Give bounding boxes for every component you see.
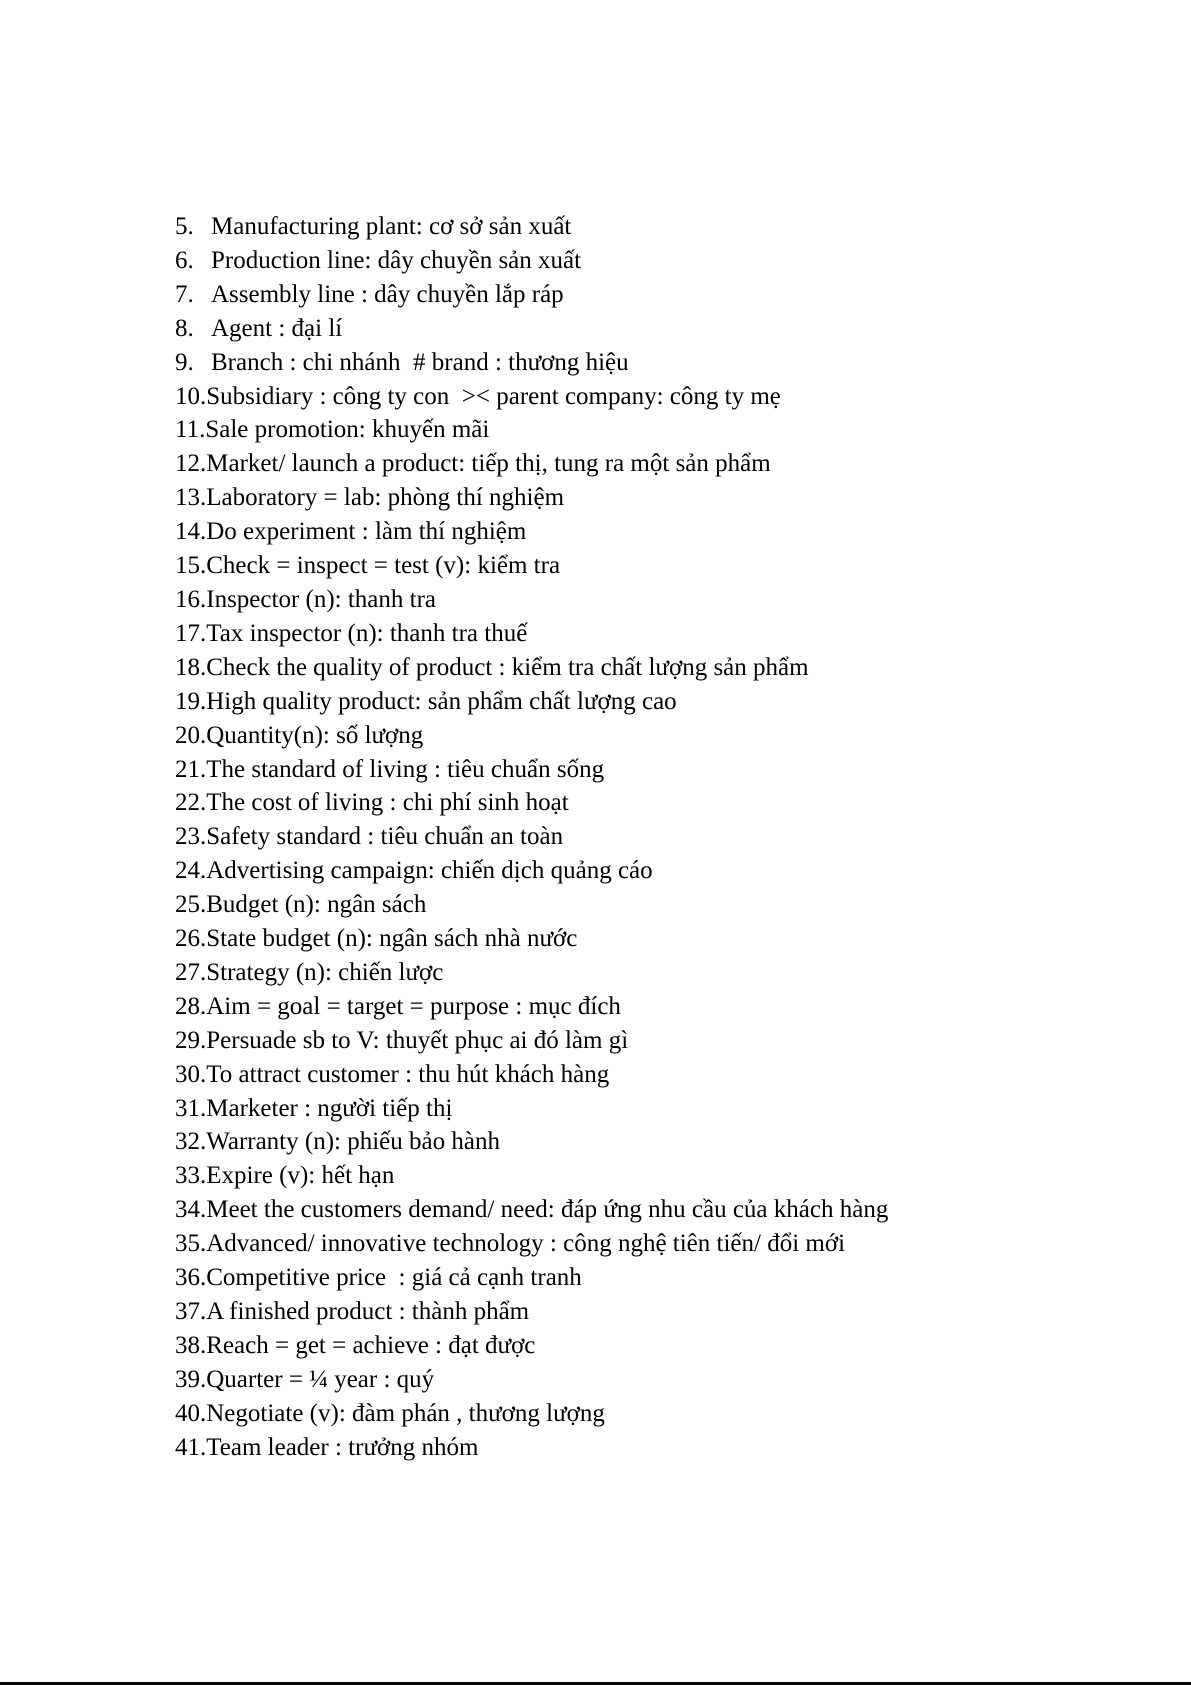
item-text: Advertising campaign: chiến dịch quảng cáo — [206, 857, 653, 885]
item-text: Quantity(n): số lượng — [206, 721, 424, 749]
item-number: 14. — [175, 518, 207, 546]
item-number: 30. — [175, 1060, 207, 1088]
item-text: Team leader : trưởng nhóm — [206, 1433, 479, 1461]
vocab-item — [175, 244, 888, 278]
item-number: 9. — [175, 348, 194, 376]
item-text: Budget (n): ngân sách — [206, 891, 427, 919]
item-text: Expire (v): hết hạn — [206, 1162, 395, 1190]
item-text: State budget (n): ngân sách nhà nước — [206, 925, 578, 953]
item-text: Agent : đại lí — [211, 314, 343, 342]
item-number: 35. — [175, 1230, 207, 1258]
item-number: 22. — [175, 789, 207, 817]
item-text: Production line: dây chuyền sản xuất — [211, 246, 582, 274]
item-number: 28. — [175, 992, 207, 1020]
item-text: Persuade sb to V: thuyết phục ai đó làm gì — [206, 1026, 629, 1054]
item-text: Subsidiary : công ty con >< parent company: công ty mẹ — [206, 382, 781, 410]
vocab-item — [175, 1397, 888, 1431]
vocab-item — [175, 854, 888, 888]
vocab-item — [175, 1024, 888, 1058]
vocab-item — [175, 447, 888, 481]
vocab-item — [175, 278, 888, 312]
item-number: 31. — [175, 1094, 207, 1122]
item-text: Competitive price : giá cả cạnh tranh — [206, 1264, 582, 1292]
item-text: A finished product : thành phẩm — [206, 1298, 530, 1325]
vocab-item — [175, 820, 888, 854]
item-number: 15. — [175, 552, 207, 580]
vocab-item — [175, 719, 888, 753]
vocab-item — [175, 1193, 888, 1227]
item-text: The cost of living : chi phí sinh hoạt — [206, 789, 569, 817]
item-number: 38. — [175, 1331, 207, 1359]
item-text: The standard of living : tiêu chuẩn sống — [206, 755, 605, 783]
vocab-item — [175, 1125, 888, 1159]
item-number: 18. — [175, 653, 207, 681]
item-text: Market/ launch a product: tiếp thị, tung ra một sản phẩm — [206, 450, 771, 478]
item-number: 5. — [175, 213, 194, 240]
vocab-item — [175, 1092, 888, 1126]
item-number: 41. — [175, 1433, 207, 1461]
vocab-item — [175, 956, 888, 990]
item-number: 36. — [175, 1264, 207, 1292]
item-number: 11. — [175, 416, 206, 444]
item-text: Check = inspect = test (v): kiểm tra — [206, 552, 561, 580]
vocab-item — [175, 583, 888, 617]
item-number: 37. — [175, 1298, 207, 1325]
vocab-item — [175, 990, 888, 1024]
item-number: 25. — [175, 891, 207, 919]
item-number: 40. — [175, 1399, 207, 1427]
vocab-item — [175, 481, 888, 515]
vocab-item — [175, 1431, 888, 1465]
item-number: 19. — [175, 687, 207, 715]
vocab-item — [175, 617, 888, 651]
vocab-item — [175, 380, 888, 414]
item-number: 33. — [175, 1162, 207, 1190]
vocab-item — [175, 888, 888, 922]
item-number: 34. — [175, 1196, 207, 1224]
vocab-item — [175, 1227, 888, 1261]
vocab-item — [175, 786, 888, 820]
item-text: Laboratory = lab: phòng thí nghiệm — [206, 484, 565, 512]
item-text: Marketer : người tiếp thị — [206, 1094, 453, 1122]
item-number: 16. — [175, 585, 207, 613]
vocab-item — [175, 346, 888, 380]
item-text: Assembly line : dây chuyền lắp ráp — [211, 280, 564, 308]
item-number: 12. — [175, 450, 207, 478]
vocab-item — [175, 753, 888, 787]
vocab-item — [175, 549, 888, 583]
item-text: Aim = goal = target = purpose : mục đích — [206, 992, 621, 1020]
vocab-item — [175, 1295, 888, 1329]
item-text: Branch : chi nhánh # brand : thương hiệu — [211, 348, 629, 376]
vocab-item — [175, 1363, 888, 1397]
item-number: 39. — [175, 1365, 207, 1393]
item-number: 32. — [175, 1128, 207, 1156]
item-number: 13. — [175, 484, 207, 512]
item-number: 7. — [175, 280, 194, 308]
item-number: 6. — [175, 246, 194, 274]
vocab-item — [175, 651, 888, 685]
item-text: High quality product: sản phẩm chất lượng cao — [206, 687, 677, 715]
item-text: Do experiment : làm thí nghiệm — [206, 518, 527, 546]
vocab-item — [175, 312, 888, 346]
item-text: Check the quality of product : kiểm tra chất lượng sản phẩm — [206, 653, 809, 681]
vocab-item — [175, 210, 888, 244]
item-number: 20. — [175, 721, 207, 749]
item-text: Negotiate (v): đàm phán , thương lượng — [206, 1399, 605, 1427]
item-text: Tax inspector (n): thanh tra thuế — [206, 619, 528, 647]
item-text: Reach = get = achieve : đạt được — [206, 1331, 536, 1359]
item-number: 29. — [175, 1026, 207, 1054]
item-number: 8. — [175, 314, 194, 342]
vocab-item — [175, 515, 888, 549]
vocab-item — [175, 1261, 888, 1295]
vocab-item — [175, 1329, 888, 1363]
item-text: Strategy (n): chiến lược — [206, 958, 444, 986]
item-text: Safety standard : tiêu chuẩn an toàn — [206, 823, 564, 851]
item-number: 24. — [175, 857, 207, 885]
item-text: Warranty (n): phiếu bảo hành — [206, 1128, 500, 1156]
item-number: 27. — [175, 958, 207, 986]
item-number: 26. — [175, 925, 207, 953]
item-number: 23. — [175, 823, 207, 851]
vocab-item — [175, 1058, 888, 1092]
item-number: 21. — [175, 755, 207, 783]
item-text: Advanced/ innovative technology : công nghệ tiên tiến/ đổi mới — [206, 1230, 846, 1258]
vocab-item — [175, 1159, 888, 1193]
vocabulary-list — [175, 210, 888, 1465]
item-text: Sale promotion: khuyến mãi — [205, 416, 490, 444]
item-number: 10. — [175, 382, 207, 410]
vocab-item — [175, 922, 888, 956]
item-text: To attract customer : thu hút khách hàng — [206, 1060, 610, 1088]
item-number: 17. — [175, 619, 207, 647]
vocab-item — [175, 685, 888, 719]
item-text: Meet the customers demand/ need: đáp ứng nhu cầu của khách hàng — [206, 1196, 889, 1224]
item-text: Manufacturing plant: cơ sở sản xuất — [211, 213, 572, 240]
vocab-item — [175, 413, 888, 447]
item-text: Quarter = ¼ year : quý — [206, 1365, 435, 1393]
item-text: Inspector (n): thanh tra — [206, 585, 437, 613]
